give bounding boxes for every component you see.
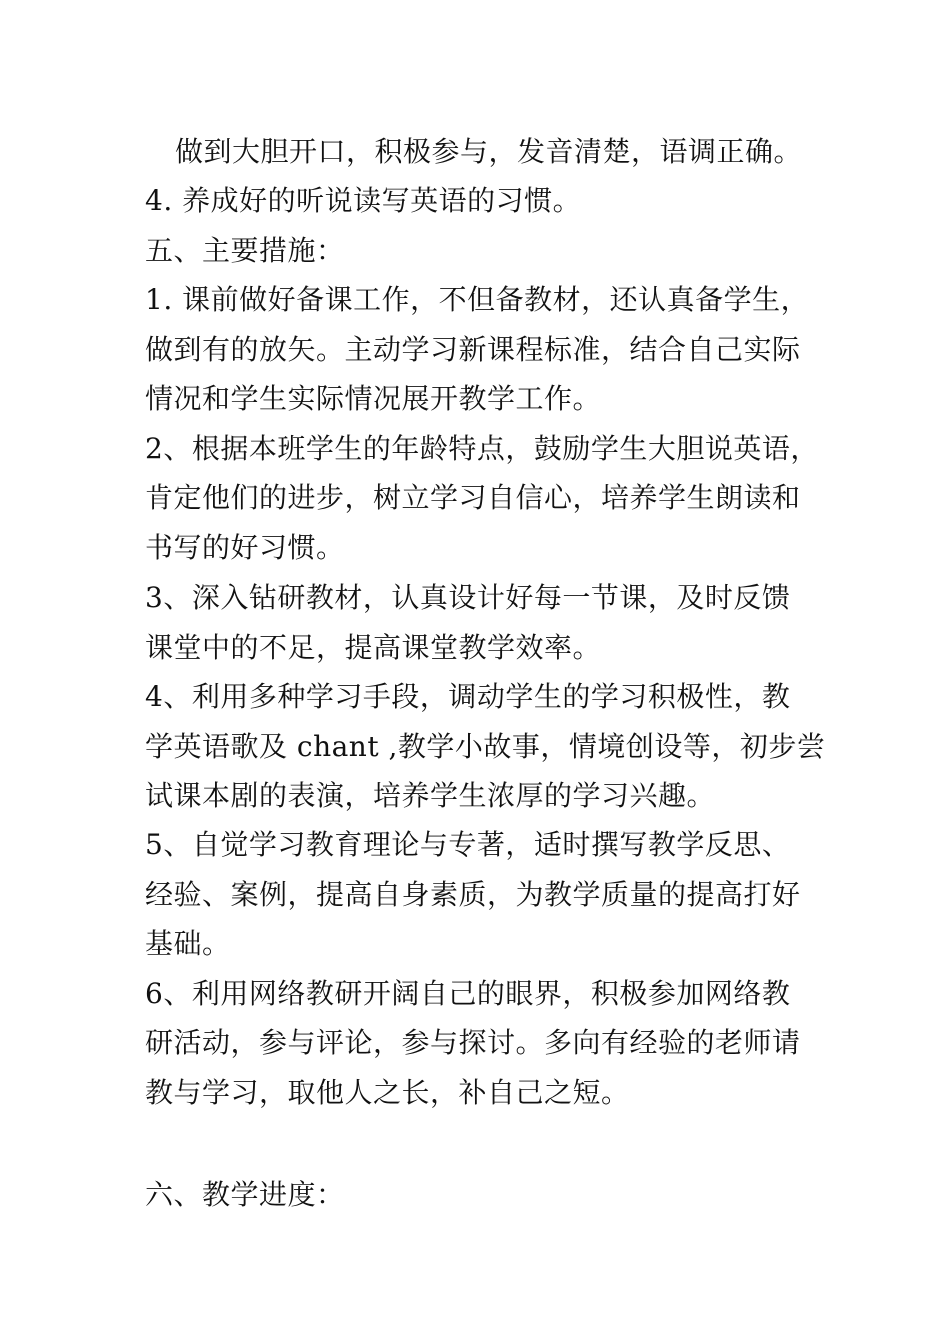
paragraph-line: 1. 课前做好备课工作，不但备教材，还认真备学生， [145, 283, 810, 316]
paragraph-line: 基础。 [145, 927, 231, 960]
paragraph-line: 做到有的放矢。主动学习新课程标准，结合自己实际 [145, 333, 801, 366]
paragraph-line: 教与学习，取他人之长，补自己之短。 [145, 1076, 630, 1109]
section-heading: 六、教学进度： [145, 1178, 345, 1211]
paragraph-line: 课堂中的不足，提高课堂教学效率。 [145, 631, 602, 664]
paragraph-line: 书写的好习惯。 [145, 531, 345, 564]
paragraph-line: 3、深入钻研教材，认真设计好每一节课，及时反馈 [145, 581, 791, 614]
paragraph-line: 6、利用网络教研开阔自己的眼界，积极参加网络教 [145, 977, 791, 1010]
paragraph-line: 4. 养成好的听说读写英语的习惯。 [145, 184, 582, 217]
paragraph-line: 4、利用多种学习手段，调动学生的学习积极性，教 [145, 680, 791, 713]
paragraph-line: 经验、案例，提高自身素质，为教学质量的提高打好 [145, 878, 801, 911]
paragraph-line: 研活动，参与评论，参与探讨。多向有经验的老师请 [145, 1026, 801, 1059]
paragraph-line: 试课本剧的表演，培养学生浓厚的学习兴趣。 [145, 779, 716, 812]
paragraph-line: 5、自觉学习教育理论与专著，适时撰写教学反思、 [145, 828, 791, 861]
paragraph-line: 2、根据本班学生的年龄特点，鼓励学生大胆说英语， [145, 432, 819, 465]
paragraph-line: 学英语歌及 chant ,教学小故事，情境创设等，初步尝 [145, 730, 826, 763]
paragraph-line: 情况和学生实际情况展开教学工作。 [145, 382, 602, 415]
section-heading: 五、主要措施： [145, 234, 345, 267]
paragraph-line: 肯定他们的进步，树立学习自信心，培养学生朗读和 [145, 481, 801, 514]
paragraph-line: 做到大胆开口，积极参与，发音清楚，语调正确。 [175, 135, 803, 168]
